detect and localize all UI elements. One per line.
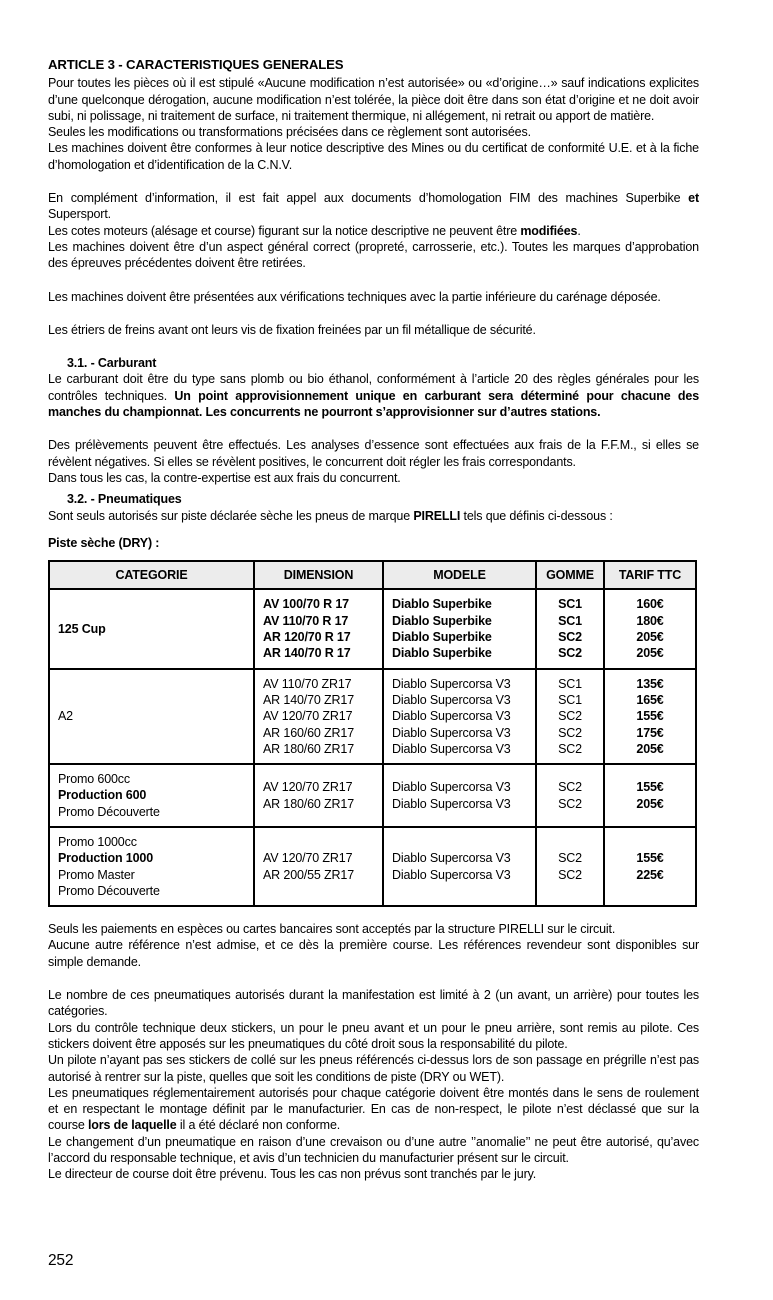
category-line: 125 Cup [58, 621, 106, 636]
text-segment: PIRELLI [413, 508, 461, 523]
column-header: MODELE [383, 561, 536, 589]
tarif-line: 135€ [636, 676, 664, 691]
cell-categorie [49, 589, 254, 668]
text-segment: Les étriers de freins avant ont leurs vis de fixation freinées par un fil métallique de sécurité. [48, 322, 536, 337]
paragraph-aspect-general [48, 239, 699, 272]
modele-line: Diablo Superbike [392, 646, 492, 661]
cell-tarif [604, 589, 696, 668]
cell-gomme [536, 764, 604, 827]
category-line: Production 1000 [58, 851, 153, 866]
page-number: 252 [48, 1252, 74, 1269]
paragraph-pieces-origine [48, 75, 699, 124]
paragraph-nombre-pneumatiques [48, 987, 699, 1020]
paragraph-cotes-moteurs [48, 223, 699, 239]
tarif-line: 175€ [636, 725, 664, 740]
text-segment: Seules les modifications ou transformations précisées dans ce règlement sont autorisées. [48, 125, 531, 140]
cell-categorie [49, 827, 254, 906]
text-segment: Le carburant doit être du type sans plomb ou bio éthanol, conformément à l’article 20 des règles générales pour les contrôles techniques. [48, 372, 699, 403]
modele-line: Diablo Supercorsa V3 [392, 725, 511, 740]
modele-line: Diablo Supercorsa V3 [392, 867, 511, 882]
tarif-line: 205€ [636, 796, 664, 811]
tarif-line: 180€ [636, 613, 664, 628]
table-row [49, 589, 696, 668]
gomme-line: SC1 [558, 692, 582, 707]
tarif-line: 225€ [636, 867, 664, 882]
modele-line: Diablo Supercorsa V3 [392, 780, 511, 795]
paragraph-notice-descriptive [48, 140, 699, 173]
paragraph-stickers [48, 1020, 699, 1053]
blank-line [48, 338, 699, 355]
table-row [49, 764, 696, 827]
paragraph-pregrille [48, 1052, 699, 1085]
cell-tarif [604, 669, 696, 764]
blank-line [48, 173, 699, 190]
gomme-line: SC2 [558, 709, 582, 724]
paragraph-prelevements [48, 437, 699, 470]
text-segment: Le changement d’un pneumatique en raison d’une crevaison ou d’une autre ’’anomalie’’ ne peut être autorisé, qu’avec l’accord du responsable technique, et avis d’un technicien du manufacturier présent sur le circuit. [48, 1134, 699, 1166]
text-segment: 3.2. - Pneumatiques [67, 492, 182, 507]
gomme-line: SC1 [558, 613, 582, 628]
column-header: CATEGORIE [49, 561, 254, 589]
text-segment: et [688, 191, 699, 206]
blank-line [48, 420, 699, 437]
category-line: Promo Découverte [58, 883, 160, 898]
cell-gomme [536, 669, 604, 764]
paragraph-sens-roulement [48, 1085, 699, 1134]
cell-categorie [49, 669, 254, 764]
paragraph-paiements [48, 921, 699, 937]
section-heading-3-1 [48, 355, 699, 371]
text-segment: il a été déclaré non conforme. [176, 1118, 341, 1133]
modele-line: Diablo Supercorsa V3 [392, 851, 511, 866]
dimension-line: AR 180/60 ZR17 [263, 796, 355, 811]
table-header-row [49, 561, 696, 589]
tire-price-table [48, 560, 697, 907]
text-segment: Supersport. [48, 207, 111, 222]
dimension-line: AR 180/60 ZR17 [263, 741, 355, 756]
modele-line: Diablo Supercorsa V3 [392, 692, 511, 707]
dimension-line: AV 120/70 ZR17 [263, 851, 353, 866]
cell-gomme [536, 589, 604, 668]
column-header: GOMME [536, 561, 604, 589]
category-line: Promo 1000cc [58, 834, 137, 849]
article-title: ARTICLE 3 - CARACTERISTIQUES GENERALES [48, 57, 344, 72]
cell-modele [383, 827, 536, 906]
gomme-line: SC2 [558, 851, 582, 866]
gomme-line: SC2 [558, 630, 582, 645]
gomme-line: SC2 [558, 741, 582, 756]
text-segment: Lors du contrôle technique deux stickers, un pour le pneu avant et un pour le pneu arrière, sont remis au pilote. Ces stickers doivent être apposés sur les pneumatiques du côté droit sous la responsabilité du pilote. [48, 1020, 699, 1051]
category-line: Promo Découverte [58, 804, 160, 819]
gomme-line: SC2 [558, 867, 582, 882]
tarif-line: 160€ [636, 597, 664, 612]
modele-line: Diablo Superbike [392, 630, 492, 645]
tarif-line: 165€ [636, 692, 664, 707]
article-body [48, 75, 699, 1182]
cell-dimension [254, 827, 383, 906]
dimension-line: AV 100/70 R 17 [263, 597, 349, 612]
blank-line [48, 910, 699, 921]
cell-dimension [254, 764, 383, 827]
dimension-line: AR 160/60 ZR17 [263, 725, 355, 740]
paragraph-pneus-pirelli [48, 508, 699, 524]
text-segment: Les cotes moteurs (alésage et course) figurant sur la notice descriptive ne peuvent être [48, 223, 521, 238]
cell-dimension [254, 589, 383, 668]
modele-line: Diablo Supercorsa V3 [392, 709, 511, 724]
text-segment: Les machines doivent être conformes à leur notice descriptive des Mines ou du certificat de conformité U.E. et à la fiche d’homologation et d’identification de la C.N.V. [48, 141, 699, 172]
category-line: Promo 600cc [58, 772, 130, 787]
text-segment: Le directeur de course doit être prévenu. Tous les cas non prévus sont tranchés par le jury. [48, 1167, 537, 1182]
blank-line [48, 272, 699, 289]
gomme-line: SC1 [558, 676, 582, 691]
text-segment: Les machines doivent être d’un aspect général correct (propreté, carrosserie, etc.). Toutes les marques d’approbation des épreuves précédentes doivent être retirées. [48, 239, 699, 271]
category-line: A2 [58, 709, 73, 724]
text-segment: Seuls les paiements en espèces ou cartes bancaires sont acceptés par la structure PIRELLI sur le circuit. [48, 922, 616, 937]
table-row [49, 669, 696, 764]
tarif-line: 155€ [636, 709, 664, 724]
text-segment: . [577, 223, 581, 238]
column-header: DIMENSION [254, 561, 383, 589]
section-heading-3-2 [48, 491, 699, 507]
modele-line: Diablo Superbike [392, 597, 492, 612]
cell-tarif [604, 764, 696, 827]
column-header: TARIF TTC [604, 561, 696, 589]
blank-line [48, 524, 699, 535]
text-segment: Les machines doivent être présentées aux vérifications techniques avec la partie inférieure du carénage déposée. [48, 289, 661, 304]
modele-line: Diablo Supercorsa V3 [392, 676, 511, 691]
cell-categorie [49, 764, 254, 827]
cell-modele [383, 589, 536, 668]
tarif-line: 155€ [636, 780, 664, 795]
text-segment: modifiées [520, 223, 578, 238]
text-segment: Dans tous les cas, la contre-expertise est aux frais du concurrent. [48, 470, 401, 485]
text-segment: Pour toutes les pièces où il est stipulé «Aucune modification n’est autorisée» ou «d’origine…» sauf indications explicites d’une quelconque dérogation, aucune modification n’est tolérée, la pièce doit être dans son état d’origine et ne doit avoir subi, ni polissage, ni traitement de surface, ni traitement thermique, ni allégement, ni retrait ou apport de matière. [48, 76, 699, 123]
blank-line [48, 305, 699, 322]
text-segment: Aucune autre référence n’est admise, et ce dès la première course. Les références revendeur sont disponibles sur simple demande. [48, 938, 699, 969]
paragraph-crevaison [48, 1134, 699, 1167]
tarif-line: 155€ [636, 851, 664, 866]
blank-line [48, 970, 699, 987]
paragraph-references-revendeur [48, 937, 699, 970]
category-line: Production 600 [58, 788, 147, 803]
text-segment: En complément d’information, il est fait appel aux documents d’homologation FIM des machines Superbike [48, 191, 689, 206]
text-segment: Piste sèche (DRY) : [48, 535, 160, 550]
dimension-line: AR 120/70 R 17 [263, 630, 351, 645]
modele-line: Diablo Superbike [392, 613, 492, 628]
paragraph-verifications-techniques [48, 289, 699, 305]
cell-gomme [536, 827, 604, 906]
dimension-line: AV 120/70 ZR17 [263, 709, 353, 724]
dimension-line: AR 200/55 ZR17 [263, 867, 355, 882]
text-segment: Sont seuls autorisés sur piste déclarée sèche les pneus de marque [48, 508, 414, 523]
dimension-line: AR 140/70 ZR17 [263, 692, 355, 707]
dimension-line: AV 120/70 ZR17 [263, 780, 353, 795]
modele-line: Diablo Supercorsa V3 [392, 796, 511, 811]
paragraph-directeur-course [48, 1166, 699, 1182]
table-caption-piste-seche [48, 535, 699, 551]
text-segment: Un pilote n’ayant pas ses stickers de collé sur les pneus référencés ci-dessus lors de son passage en prégrille n’est pas autorisé à rentrer sur la piste, quelles que soit les conditions de piste (DRY ou WET). [48, 1053, 699, 1084]
paragraph-homologation-fim [48, 190, 699, 223]
gomme-line: SC2 [558, 780, 582, 795]
cell-tarif [604, 827, 696, 906]
article-content [48, 57, 699, 1183]
tarif-line: 205€ [636, 630, 664, 645]
dimension-line: AR 140/70 R 17 [263, 646, 351, 661]
gomme-line: SC2 [558, 646, 582, 661]
paragraph-carburant [48, 371, 699, 420]
text-segment: 3.1. - Carburant [67, 356, 157, 371]
text-segment: tels que définis ci-dessous : [460, 508, 613, 523]
category-line: Promo Master [58, 867, 135, 882]
modele-line: Diablo Supercorsa V3 [392, 741, 511, 756]
gomme-line: SC2 [558, 796, 582, 811]
gomme-line: SC2 [558, 725, 582, 740]
text-segment: lors de laquelle [87, 1118, 177, 1133]
cell-modele [383, 669, 536, 764]
paragraph-modifications-autorisees [48, 124, 699, 140]
paragraph-contre-expertise [48, 470, 699, 486]
dimension-line: AV 110/70 R 17 [263, 613, 349, 628]
text-segment: Les pneumatiques réglementairement autorisés pour chaque catégorie doivent être montés dans le sens de roulement et en respectant le montage définit par le manufacturier. En cas de non-respect, le pilote n’est déclassé que sur la course [48, 1085, 699, 1133]
tarif-line: 205€ [636, 741, 664, 756]
table-row [49, 827, 696, 906]
paragraph-etriers-freins [48, 322, 699, 338]
dimension-line: AV 110/70 ZR17 [263, 676, 352, 691]
gomme-line: SC1 [558, 597, 582, 612]
cell-modele [383, 764, 536, 827]
text-segment: Des prélèvements peuvent être effectués. Les analyses d’essence sont effectuées aux frais de la F.F.M., si elles se révèlent négatives. Si elles se révèlent positives, le concurrent doit régler les frais correspondants. [48, 438, 699, 469]
text-segment: Le nombre de ces pneumatiques autorisés durant la manifestation est limité à 2 (un avant, un arrière) pour toutes les catégories. [48, 988, 699, 1019]
text-segment: Un point approvisionnement unique en carburant sera déterminé pour chacune des manches du championnat. Les concurrents ne pourront s’approvisionner sur d’autres stations. [48, 388, 699, 420]
cell-dimension [254, 669, 383, 764]
tarif-line: 205€ [636, 646, 664, 661]
